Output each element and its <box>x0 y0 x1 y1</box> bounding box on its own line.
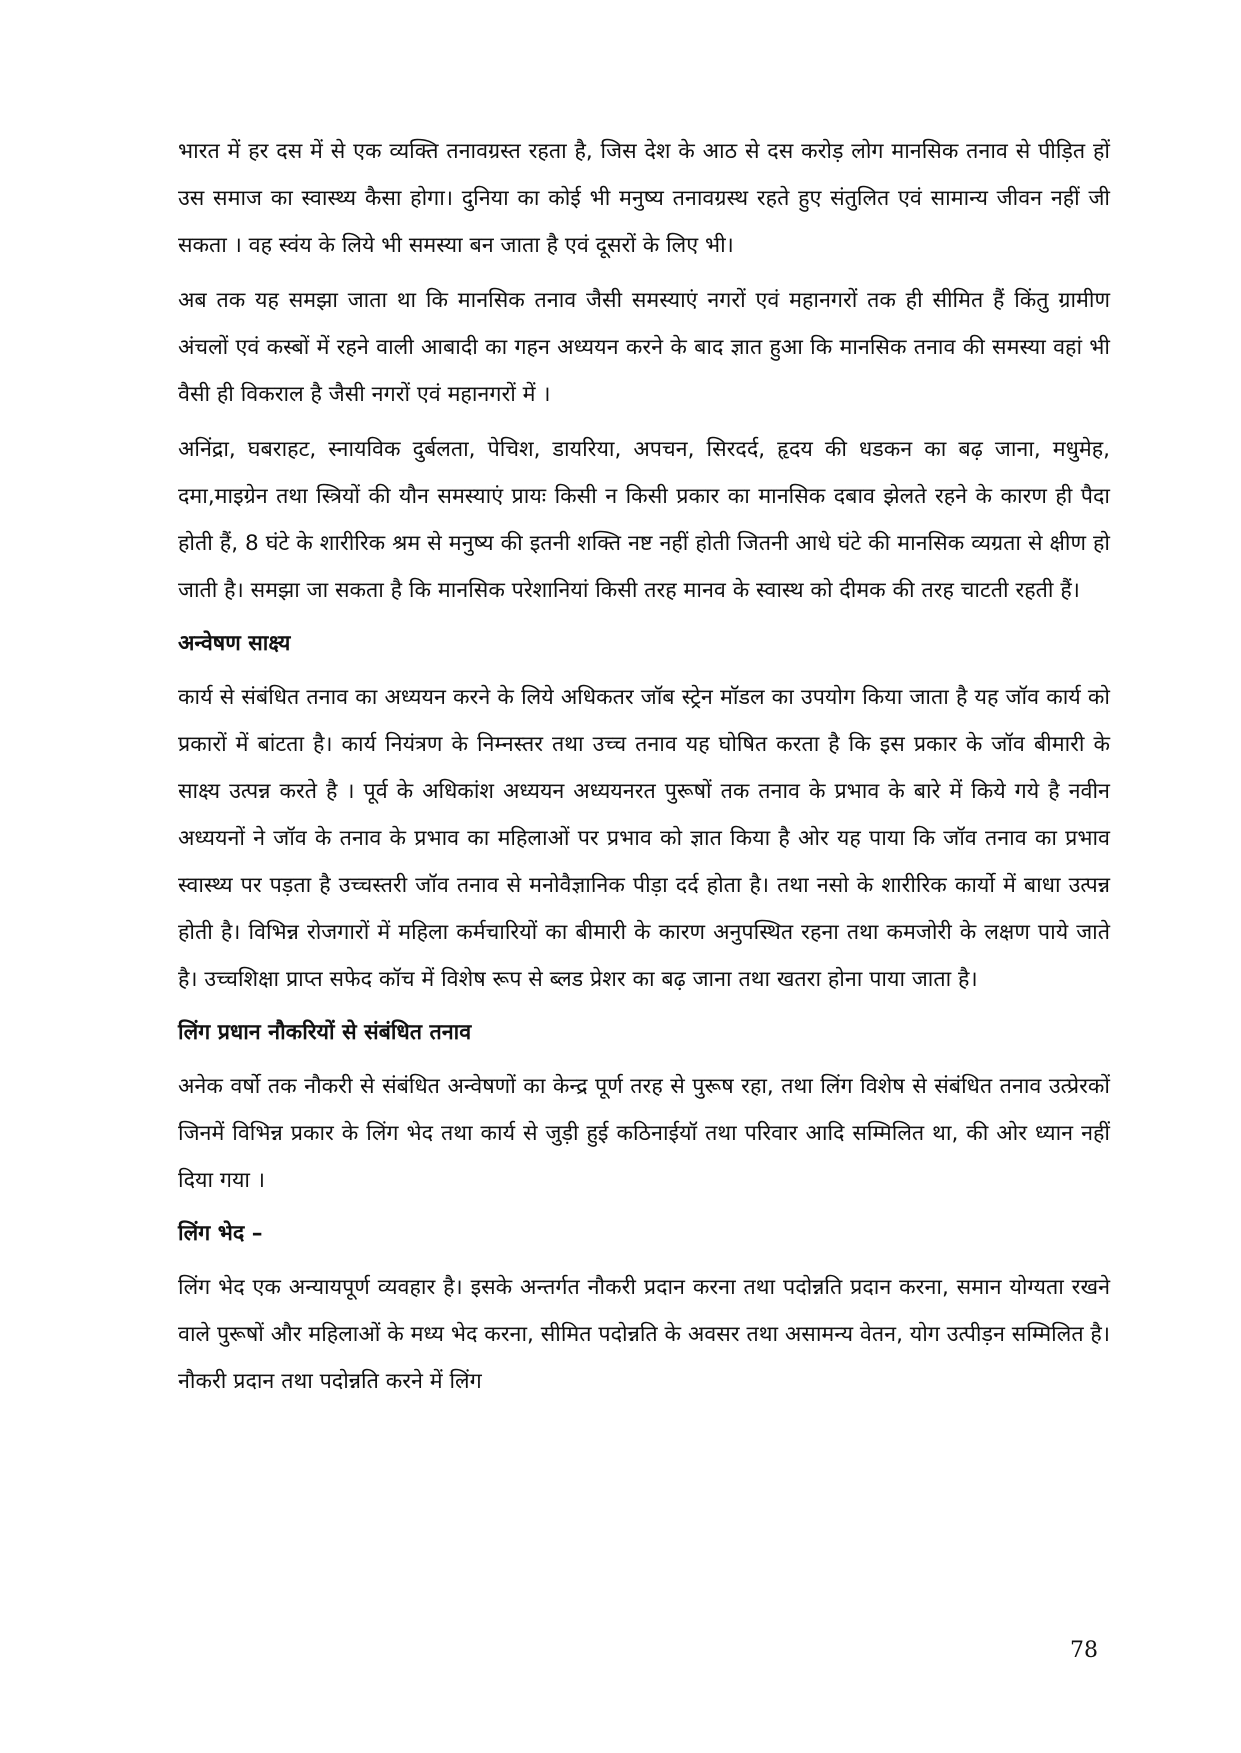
paragraph-gender-discrimination: लिंग भेद एक अन्यायपूर्ण व्यवहार है। इसके अन्तर्गत नौकरी प्रदान करना तथा पदोन्नति प्रदान करना, समान योग्यता रखने वाले पुरूषों और महिलाओं के मध्य भेद करना, सीमित पदोन्नति के अवसर तथा असामन्य वेतन, योग उत्पीड़न सम्मिलित है। नौकरी प्रदान तथा पदोन्नति करने में लिंग <box>178 1275 1110 1394</box>
heading-research-evidence: अन्वेषण साक्ष्य <box>178 631 291 656</box>
paragraph-job-strain-model: कार्य से संबंधित तनाव का अध्ययन करने के लिये अधिकतर जॉब स्ट्रेन मॉडल का उपयोग किया जाता है यह जॉव कार्य को प्रकारों में बांटता है। कार्य नियंत्रण के निम्नस्तर तथा उच्च तनाव यह घोषित करता है कि इस प्रकार के जॉव बीमारी के साक्ष्य उत्पन्न करते है । पूर्व के अधिकांश अध्ययन अध्ययनरत पुरूषों तक तनाव के प्रभाव के बारे में किये गये है नवीन अध्ययनों ने जॉव के तनाव के प्रभाव का महिलाओं पर प्रभाव को ज्ञात किया है ओर यह पाया कि जॉव तनाव का प्रभाव स्वास्थ्य पर पड़ता है उच्चस्तरी जॉव तनाव से मनोवैज्ञानिक पीड़ा दर्द होता है। तथा नसो के शारीरिक कार्यो में बाधा उत्पन्न होती है। विभिन्न रोजगारों में महिला कर्मचारियों का बीमारी के कारण अनुपस्थित रहना तथा कमजोरी के लक्षण पाये जाते है। उच्चशिक्षा प्राप्त सफेद कॉच में विशेष रूप से ब्लड प्रेशर का बढ़ जाना तथा खतरा होना पाया जाता है। <box>178 685 1110 992</box>
page-number: 78 <box>1070 1638 1098 1663</box>
paragraph-stress-statistics: भारत में हर दस में से एक व्यक्ति तनावग्रस्त रहता है, जिस देश के आठ से दस करोड़ लोग मानसिक तनाव से पीड़ित हों उस समाज का स्वास्थ्य कैसा होगा। दुनिया का कोई भी मनुष्य तनावग्रस्थ रहते हुए संतुलित एवं सामान्य जीवन नहीं जी सकता । वह स्वंय के लिये भी समस्या बन जाता है एवं दूसरों के लिए भी। <box>178 139 1110 258</box>
heading-gender-discrimination: लिंग भेद – <box>178 1221 263 1246</box>
page-content <box>178 128 1110 1413</box>
paragraph-gender-research: अनेक वर्षो तक नौकरी से संबंधित अन्वेषणों का केन्द्र पूर्ण तरह से पुरूष रहा, तथा लिंग विशेष से संबंधित तनाव उत्प्रेरकों जिनमें विभिन्न प्रकार के लिंग भेद तथा कार्य से जुड़ी हुई कठिनाईयॉ तथा परिवार आदि सम्मिलित था, की ओर ध्यान नहीं दिया गया । <box>178 1074 1110 1193</box>
paragraph-rural-stress: अब तक यह समझा जाता था कि मानसिक तनाव जैसी समस्याएं नगरों एवं महानगरों तक ही सीमित हैं किंतु ग्रामीण अंचलों एवं कस्बों में रहने वाली आबादी का गहन अध्ययन करने के बाद ज्ञात हुआ कि मानसिक तनाव की समस्या वहां भी वैसी ही विकराल है जैसी नगरों एवं महानगरों में । <box>178 288 1110 407</box>
heading-gender-job-stress: लिंग प्रधान नौकरियों से संबंधित तनाव <box>178 1020 472 1045</box>
paragraph-stress-symptoms: अनिंद्रा, घबराहट, स्नायविक दुर्बलता, पेचिश, डायरिया, अपचन, सिरदर्द, हृदय की धडकन का बढ़ जाना, मधुमेह, दमा,माइग्रेन तथा स्त्रियों की यौन समस्याएं प्रायः किसी न किसी प्रकार का मानसिक दबाव झेलते रहने के कारण ही पैदा होती हैं, 8 घंटे के शारीरिक श्रम से मनुष्य की इतनी शक्ति नष्ट नहीं होती जितनी आधे घंटे की मानसिक व्यग्रता से क्षीण हो जाती है। समझा जा सकता है कि मानसिक परेशानियां किसी तरह मानव के स्वास्थ को दीमक की तरह चाटती रहती हैं। <box>178 437 1110 603</box>
